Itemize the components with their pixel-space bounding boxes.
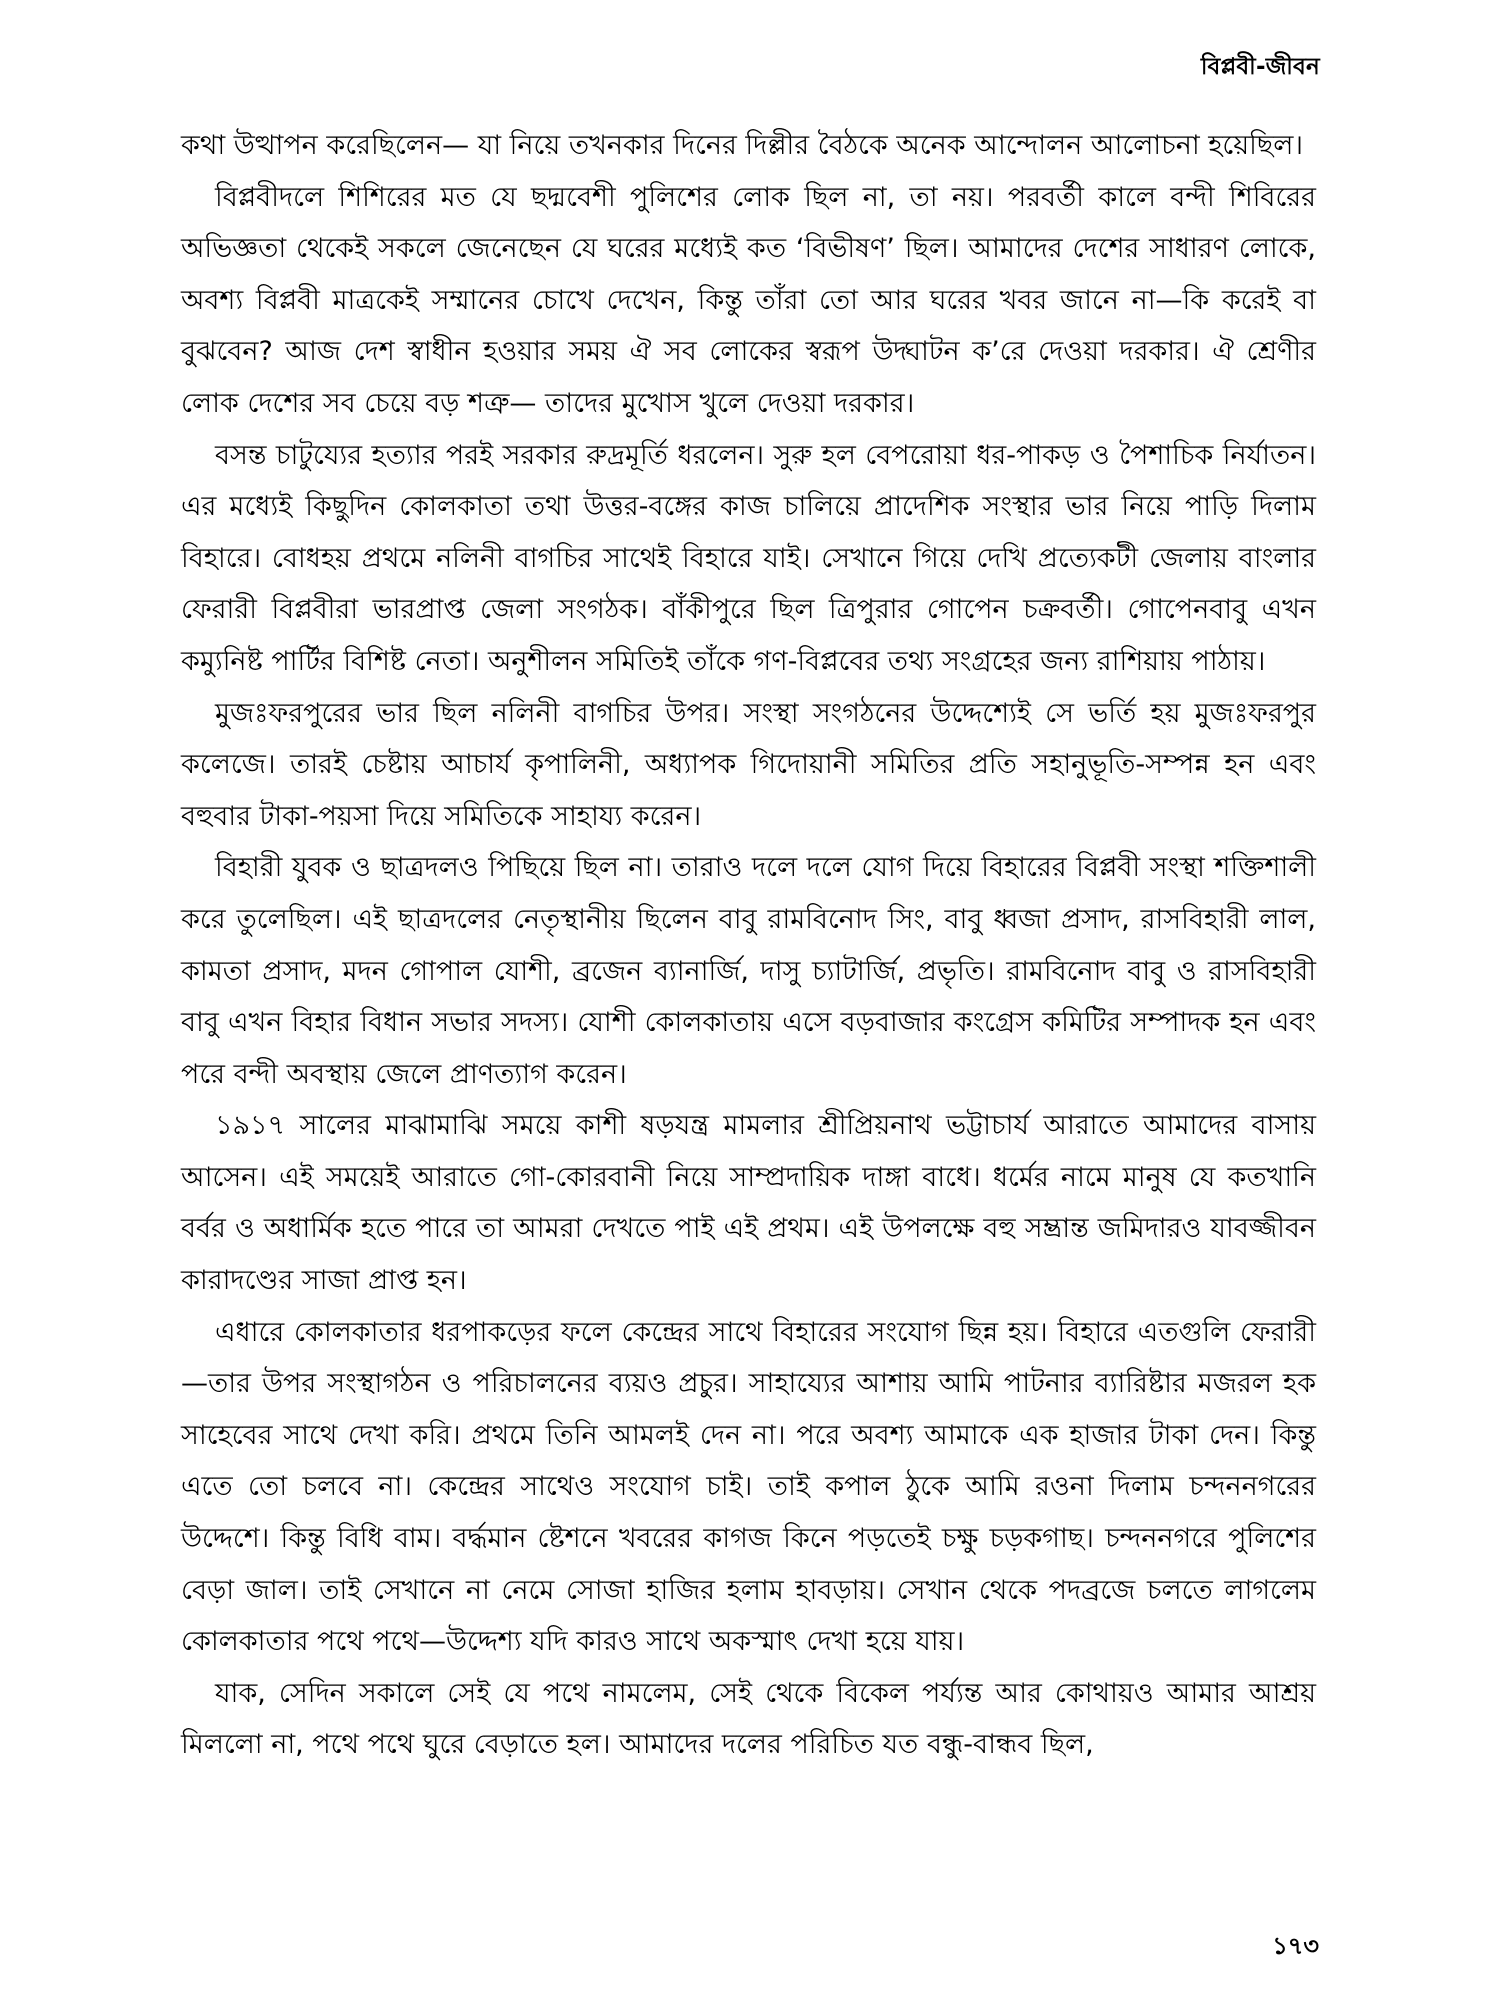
- paragraph: এধারে কোলকাতার ধরপাকড়ের ফলে কেন্দ্রের সাথে বিহারের সংযোগ ছিন্ন হয়। বিহারে এতগুলি ফেরারী—তার উপর সংস্থাগঠন ও পরিচালনের ব্যয়ও প্রচুর। সাহায্যের আশায় আমি পাটনার ব্যারিষ্টার মজরল হক সাহেবের সাথে দেখা করি। প্রথমে তিনি আমলই দেন না। পরে অবশ্য আমাকে এক হাজার টাকা দেন। কিন্তু এতে তো চলবে না। কেন্দ্রের সাথেও সংযোগ চাই। তাই কপাল ঠুকে আমি রওনা দিলাম চন্দননগরের উদ্দেশে। কিন্তু বিধি বাম। বর্দ্ধমান ষ্টেশনে খবরের কাগজ কিনে পড়তেই চক্ষু চড়কগাছ। চন্দননগরে পুলিশের বেড়া জাল। তাই সেখানে না নেমে সোজা হাজির হলাম হাবড়ায়। সেখান থেকে পদব্রজে চলতে লাগলেম কোলকাতার পথে পথে—উদ্দেশ্য যদি কারও সাথে অকস্মাৎ দেখা হয়ে যায়।: [181, 1316, 1316, 1658]
- paragraph: বিপ্লবীদলে শিশিরের মত যে ছদ্মবেশী পুলিশের লোক ছিল না, তা নয়। পরবর্তী কালে বন্দী শিবিরের অভিজ্ঞতা থেকেই সকলে জেনেছেন যে ঘরের মধ্যেই কত ‘বিভীষণ’ ছিল। আমাদের দেশের সাধারণ লোকে, অবশ্য বিপ্লবী মাত্রকেই সম্মানের চোখে দেখেন, কিন্তু তাঁরা তো আর ঘরের খবর জানে না—কি করেই বা বুঝবেন? আজ দেশ স্বাধীন হওয়ার সময় ঐ সব লোকের স্বরূপ উদ্ঘাটন ক’রে দেওয়া দরকার। ঐ শ্রেণীর লোক দেশের সব চেয়ে বড় শত্রু— তাদের মুখোস খুলে দেওয়া দরকার।: [181, 181, 1316, 419]
- paragraph: কথা উত্থাপন করেছিলেন— যা নিয়ে তখনকার দিনের দিল্লীর বৈঠকে অনেক আন্দোলন আলোচনা হয়েছিল।: [181, 130, 1304, 161]
- body-text: [181, 120, 1316, 1771]
- paragraph: বিহারী যুবক ও ছাত্রদলও পিছিয়ে ছিল না। তারাও দলে দলে যোগ দিয়ে বিহারের বিপ্লবী সংস্থা শক্তিশালী করে তুলেছিল। এই ছাত্রদলের নেতৃস্থানীয় ছিলেন বাবু রামবিনোদ সিং, বাবু ধ্বজা প্রসাদ, রাসবিহারী লাল, কামতা প্রসাদ, মদন গোপাল যোশী, ব্রজেন ব্যানার্জি, দাসু চ্যাটার্জি, প্রভৃতি। রামবিনোদ বাবু ও রাসবিহারী বাবু এখন বিহার বিধান সভার সদস্য। যোশী কোলকাতায় এসে বড়বাজার কংগ্রেস কমিটির সম্পাদক হন এবং পরে বন্দী অবস্থায় জেলে প্রাণত্যাগ করেন।: [181, 852, 1316, 1090]
- running-header: বিপ্লবী-জীবন: [1200, 54, 1320, 80]
- paragraph: বসন্ত চাটুয্যের হত্যার পরই সরকার রুদ্রমূর্তি ধরলেন। সুরু হল বেপরোয়া ধর-পাকড় ও পৈশাচিক নির্যাতন। এর মধ্যেই কিছুদিন কোলকাতা তথা উত্তর-বঙ্গের কাজ চালিয়ে প্রাদেশিক সংস্থার ভার নিয়ে পাড়ি দিলাম বিহারে। বোধহয় প্রথমে নলিনী বাগচির সাথেই বিহারে যাই। সেখানে গিয়ে দেখি প্রত্যেকটী জেলায় বাংলার ফেরারী বিপ্লবীরা ভারপ্রাপ্ত জেলা সংগঠক। বাঁকীপুরে ছিল ত্রিপুরার গোপেন চক্রবর্তী। গোপেনবাবু এখন কম্যুনিষ্ট পার্টির বিশিষ্ট নেতা। অনুশীলন সমিতিই তাঁকে গণ-বিপ্লবের তথ্য সংগ্রহের জন্য রাশিয়ায় পাঠায়।: [181, 439, 1316, 677]
- paragraph: ১৯১৭ সালের মাঝামাঝি সময়ে কাশী ষড়যন্ত্র মামলার শ্রীপ্রিয়নাথ ভট্টাচার্য আরাতে আমাদের বাসায় আসেন। এই সময়েই আরাতে গো-কোরবানী নিয়ে সাম্প্রদায়িক দাঙ্গা বাধে। ধর্মের নামে মানুষ যে কতখানি বর্বর ও অধার্মিক হতে পারে তা আমরা দেখতে পাই এই প্রথম। এই উপলক্ষে বহু সম্ভ্রান্ত জমিদারও যাবজ্জীবন কারাদণ্ডের সাজা প্রাপ্ত হন।: [181, 1110, 1316, 1297]
- paragraph: যাক, সেদিন সকালে সেই যে পথে নামলেম, সেই থেকে বিকেল পর্য্যন্ত আর কোথায়ও আমার আশ্রয় মিললো না, পথে পথে ঘুরে বেড়াতে হল। আমাদের দলের পরিচিত যত বন্ধু-বান্ধব ছিল,: [181, 1677, 1316, 1761]
- paragraph: মুজঃফরপুরের ভার ছিল নলিনী বাগচির উপর। সংস্থা সংগঠনের উদ্দেশ্যেই সে ভর্তি হয় মুজঃফরপুর কলেজে। তারই চেষ্টায় আচার্য কৃপালিনী, অধ্যাপক গিদোয়ানী সমিতির প্রতি সহানুভূতি-সম্পন্ন হন এবং বহুবার টাকা-পয়সা দিয়ে সমিতিকে সাহায্য করেন।: [181, 697, 1316, 832]
- page-number: ১৭৩: [1272, 1932, 1319, 1960]
